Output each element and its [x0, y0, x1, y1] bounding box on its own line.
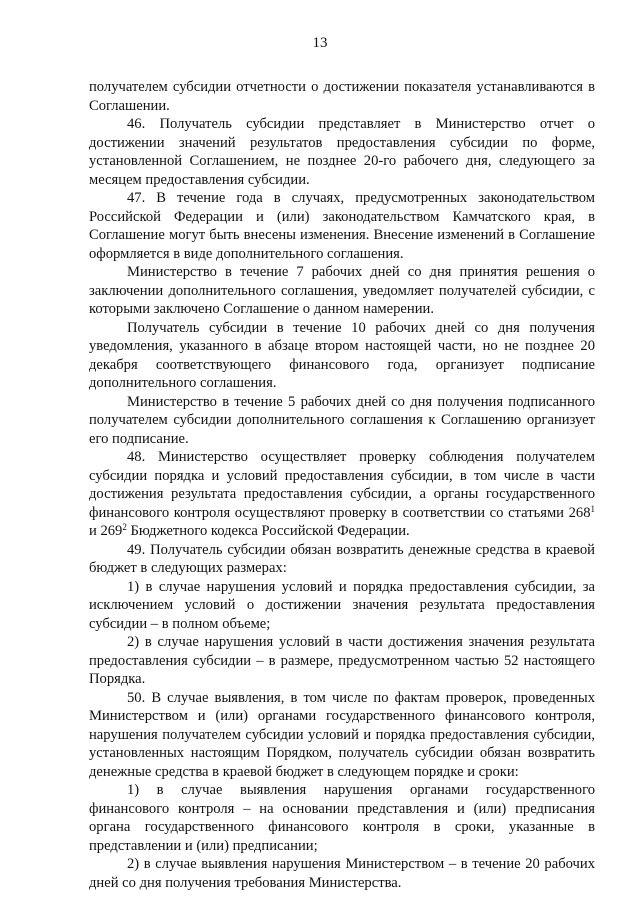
paragraph-47-signing: Получатель субсидии в течение 10 рабочих дней со дня получения уведомления, указанного в абзаце втором настоящей части, но не позднее 20 декабря соответствующего финансового года, организует подписание дополнительного соглашения. — [89, 319, 595, 391]
paragraph-50: 50. В случае выявления, в том числе по фактам проверок, проведенных Министерством и (или) органами государственного финансового контроля, нарушения получателем субсидии условий и порядка предоставления субсидии, установленных настоящим Порядком, получатель субсидии обязан возвратить денежные средства в краевой бюджет в следующем порядке и сроки: — [89, 689, 595, 780]
paragraph-47: 47. В течение года в случаях, предусмотренных законодательством Российской Федерации и (или) законодательством Камчатского края, в Соглашение могут быть внесены изменения. Внесение изменений в Соглашение оформляется в виде дополнительного соглашения. — [89, 190, 595, 262]
paragraph-48-text-mid: и 269 — [89, 523, 123, 539]
document-body — [89, 78, 595, 892]
paragraph-49-item-1: 1) в случае нарушения условий и порядка предоставления субсидии, за исключением условий о достижении значения результата предоставления субсидии – в полном объеме; — [89, 578, 595, 632]
paragraph-49: 49. Получатель субсидии обязан возвратить денежные средства в краевой бюджет в следующих размерах: — [89, 541, 595, 576]
paragraph-47-ministry-signing: Министерство в течение 5 рабочих дней со дня получения подписанного получателем субсидии дополнительного соглашения к Соглашению организует его подписание. — [89, 393, 595, 447]
paragraph-49-item-2: 2) в случае нарушения условий в части достижения значения результата предоставления субсидии – в размере, предусмотренном частью 52 настоящего Порядка. — [89, 634, 595, 687]
paragraph-continuation: получателем субсидии отчетности о достижении показателя устанавливаются в Соглашении. — [89, 79, 595, 114]
paragraph-48 — [89, 448, 595, 541]
paragraph-48-text-end: Бюджетного кодекса Российской Федерации. — [126, 523, 410, 539]
article-superscript-2: 2 — [122, 522, 127, 532]
paragraph-48-text: 48. Министерство осуществляет проверку соблюдения получателем субсидии порядка и условий предоставления субсидии, в том числе в части достижения результата предоставления субсидии, а органы государственного финансового контроля осуществляют проверку в соответствии со статьями 268 — [89, 449, 595, 521]
paragraph-50-item-2: 2) в случае выявления нарушения Министерством – в течение 20 рабочих дней со дня получения требования Министерства. — [89, 856, 595, 891]
page-number: 13 — [312, 35, 328, 51]
article-superscript-1: 1 — [590, 503, 595, 514]
paragraph-46: 46. Получатель субсидии представляет в Министерство отчет о достижении значений результатов предоставления субсидии по форме, установленной Соглашением, не позднее 20-го рабочего дня, следующего за месяцем предоставления субсидии. — [89, 116, 595, 188]
paragraph-47-notice: Министерство в течение 7 рабочих дней со дня принятия решения о заключении дополнительного соглашения, уведомляет получателей субсидии, с которыми заключено Соглашение о данном намерении. — [89, 264, 595, 317]
paragraph-50-item-1: 1) в случае выявления нарушения органами государственного финансового контроля – на основании представления и (или) предписания органа государственного финансового контроля в сроки, указанные в представлении и (или) предписании; — [89, 782, 595, 854]
